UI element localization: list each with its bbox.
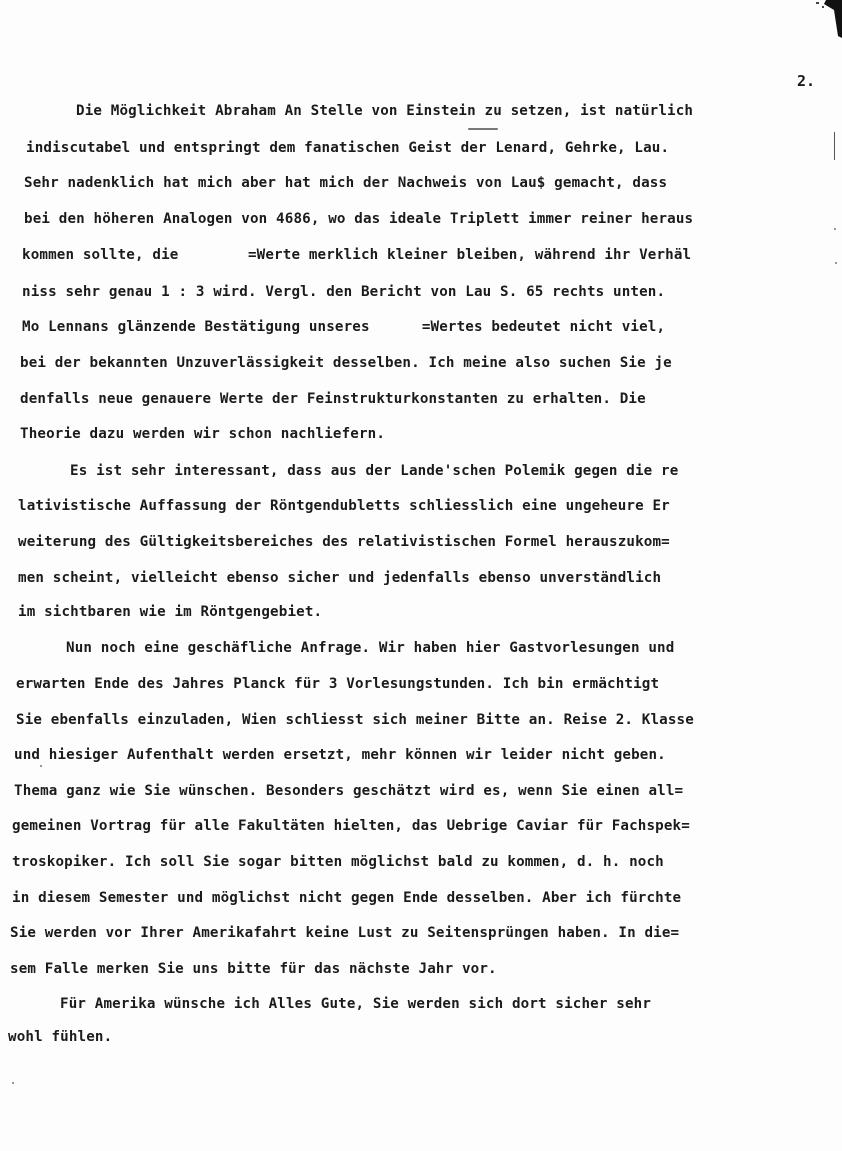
text-line: Mo Lennans glänzende Bestätigung unseres =Wertes bedeutet nicht viel,: [22, 319, 666, 335]
text-line: und hiesiger Aufenthalt werden ersetzt, mehr können wir leider nicht geben.: [14, 747, 666, 763]
text-line: weiterung des Gültigkeitsbereiches des relativistischen Formel herauszukom=: [18, 534, 670, 550]
text-line: Es ist sehr interessant, dass aus der Lande'schen Polemik gegen die re: [70, 463, 679, 479]
text-line: Sie ebenfalls einzuladen, Wien schliesst sich meiner Bitte an. Reise 2. Klasse: [16, 712, 694, 728]
text-line: lativistische Auffassung der Röntgendubletts schliesslich eine ungeheure Er: [18, 498, 670, 514]
text-line: bei der bekannten Unzuverlässigkeit desselben. Ich meine also suchen Sie je: [20, 355, 672, 371]
text-line: indiscutabel und entspringt dem fanatischen Geist der Lenard, Gehrke, Lau.: [26, 140, 670, 156]
scan-speck: [468, 128, 498, 130]
text-line: troskopiker. Ich soll Sie sogar bitten möglichst bald zu kommen, d. h. noch: [12, 854, 664, 870]
text-line: wohl fühlen.: [8, 1029, 113, 1045]
text-line: Nun noch eine geschäfliche Anfrage. Wir haben hier Gastvorlesungen und: [66, 640, 675, 656]
page-number: 2.: [797, 72, 816, 90]
text-line: in diesem Semester und möglichst nicht gegen Ende desselben. Aber ich fürchte: [12, 890, 682, 906]
text-line: Für Amerika wünsche ich Alles Gute, Sie werden sich dort sicher sehr: [60, 996, 652, 1012]
text-line: Die Möglichkeit Abraham An Stelle von Einstein zu setzen, ist natürlich: [76, 103, 694, 119]
text-line: im sichtbaren wie im Röntgengebiet.: [18, 604, 323, 620]
text-line: bei den höheren Analogen von 4686, wo das ideale Triplett immer reiner heraus: [24, 211, 694, 227]
text-line: kommen sollte, die =Werte merklich kleiner bleiben, während ihr Verhäl: [22, 247, 692, 263]
scan-speck: [835, 262, 837, 264]
margin-tick-mark: [834, 132, 835, 160]
scan-speck: [40, 765, 42, 767]
text-line: niss sehr genau 1 : 3 wird. Vergl. den Bericht von Lau S. 65 rechts unten.: [22, 284, 666, 300]
text-line: Thema ganz wie Sie wünschen. Besonders geschätzt wird es, wenn Sie einen all=: [14, 783, 684, 799]
text-line: Sehr nadenklich hat mich aber hat mich der Nachweis von Lau$ gemacht, dass: [24, 175, 668, 191]
corner-scan-mark: [812, 0, 842, 40]
scan-speck: [834, 228, 836, 230]
text-line: erwarten Ende des Jahres Planck für 3 Vorlesungstunden. Ich bin ermächtigt: [16, 676, 660, 692]
text-line: men scheint, vielleicht ebenso sicher und jedenfalls ebenso unverständlich: [18, 570, 662, 586]
text-line: sem Falle merken Sie uns bitte für das nächste Jahr vor.: [10, 961, 497, 977]
text-line: gemeinen Vortrag für alle Fakultäten hielten, das Uebrige Caviar für Fachspek=: [12, 818, 690, 834]
text-line: denfalls neue genauere Werte der Feinstrukturkonstanten zu erhalten. Die: [20, 391, 646, 407]
scan-speck: [12, 1082, 14, 1084]
text-line: Sie werden vor Ihrer Amerikafahrt keine Lust zu Seitensprüngen haben. In die=: [10, 925, 680, 941]
text-line: Theorie dazu werden wir schon nachliefern.: [20, 426, 386, 442]
